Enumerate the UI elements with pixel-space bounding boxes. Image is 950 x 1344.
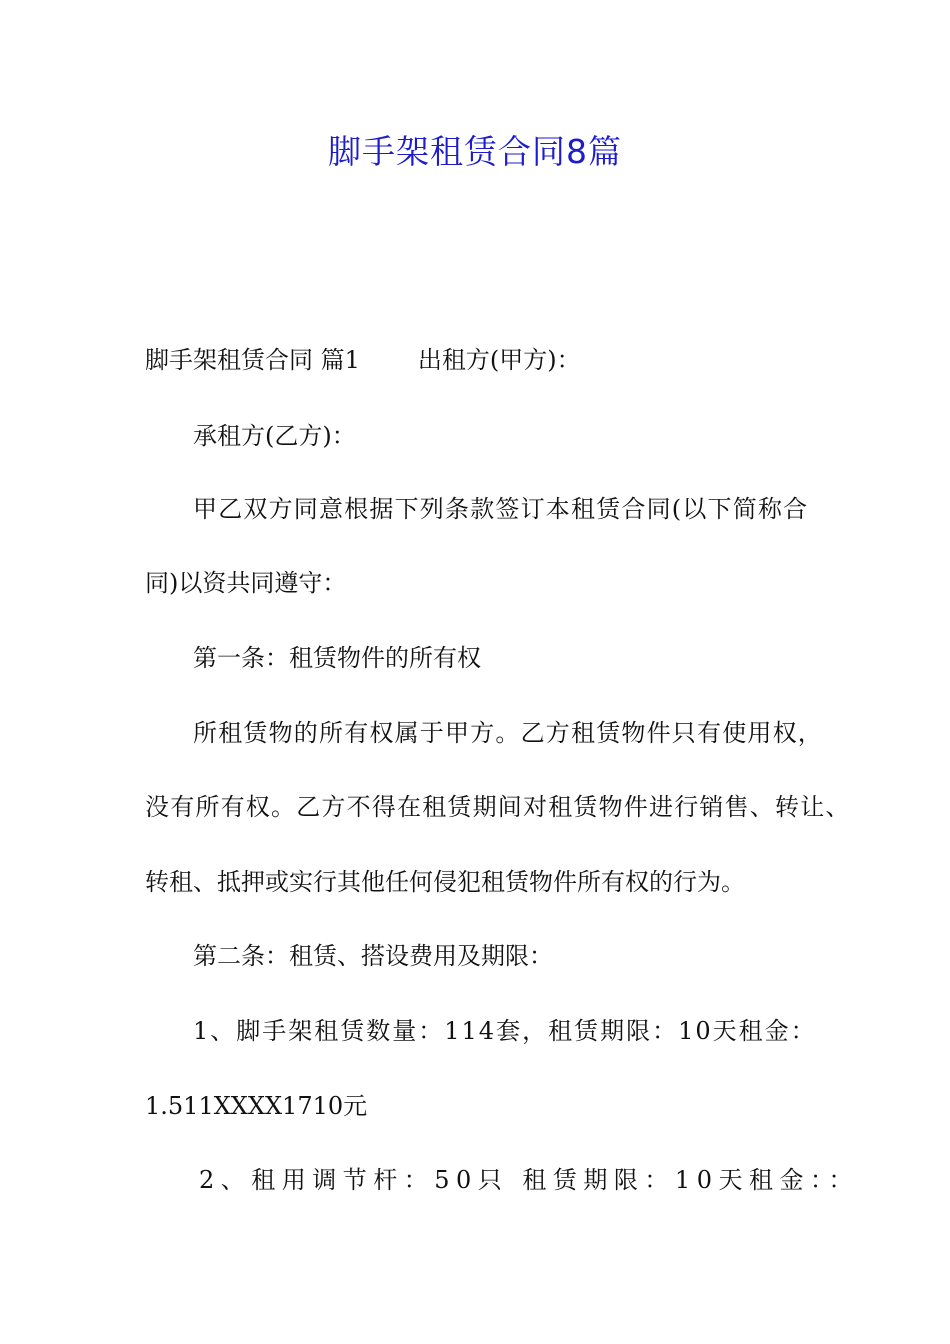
article-heading: 第二条：租赁、搭设费用及期限： — [193, 942, 553, 970]
paragraph-line — [145, 343, 835, 377]
paragraph-line: 1.511XXXX1710元 — [145, 1092, 368, 1120]
article-heading: 第一条：租赁物件的所有权 — [193, 644, 481, 672]
section-heading: 脚手架租赁合同 篇1 — [145, 346, 360, 374]
paragraph-line: 2、租用调节杆：50只 租赁期限：10天租金：： — [199, 1166, 859, 1194]
paragraph-line: 所租赁物的所有权属于甲方。乙方租赁物件只有使用权， — [193, 719, 823, 747]
paragraph-line: 同)以资共同遵守： — [145, 569, 347, 597]
lessee-label: 承租方(乙方)： — [193, 422, 356, 450]
paragraph-line: 转租、抵押或实行其他任何侵犯租赁物件所有权的行为。 — [145, 868, 745, 896]
paragraph-line: 1、脚手架租赁数量：114套，租赁期限：10天租金： — [193, 1017, 817, 1045]
paragraph-line: 没有所有权。乙方不得在租赁期间对租赁物件进行销售、转让、 — [145, 793, 851, 821]
lessor-label: 出租方(甲方)： — [417, 346, 581, 374]
paragraph-line: 甲乙双方同意根据下列条款签订本租赁合同(以下简称合 — [193, 495, 809, 523]
document-title: 脚手架租赁合同8篇 — [328, 132, 622, 171]
